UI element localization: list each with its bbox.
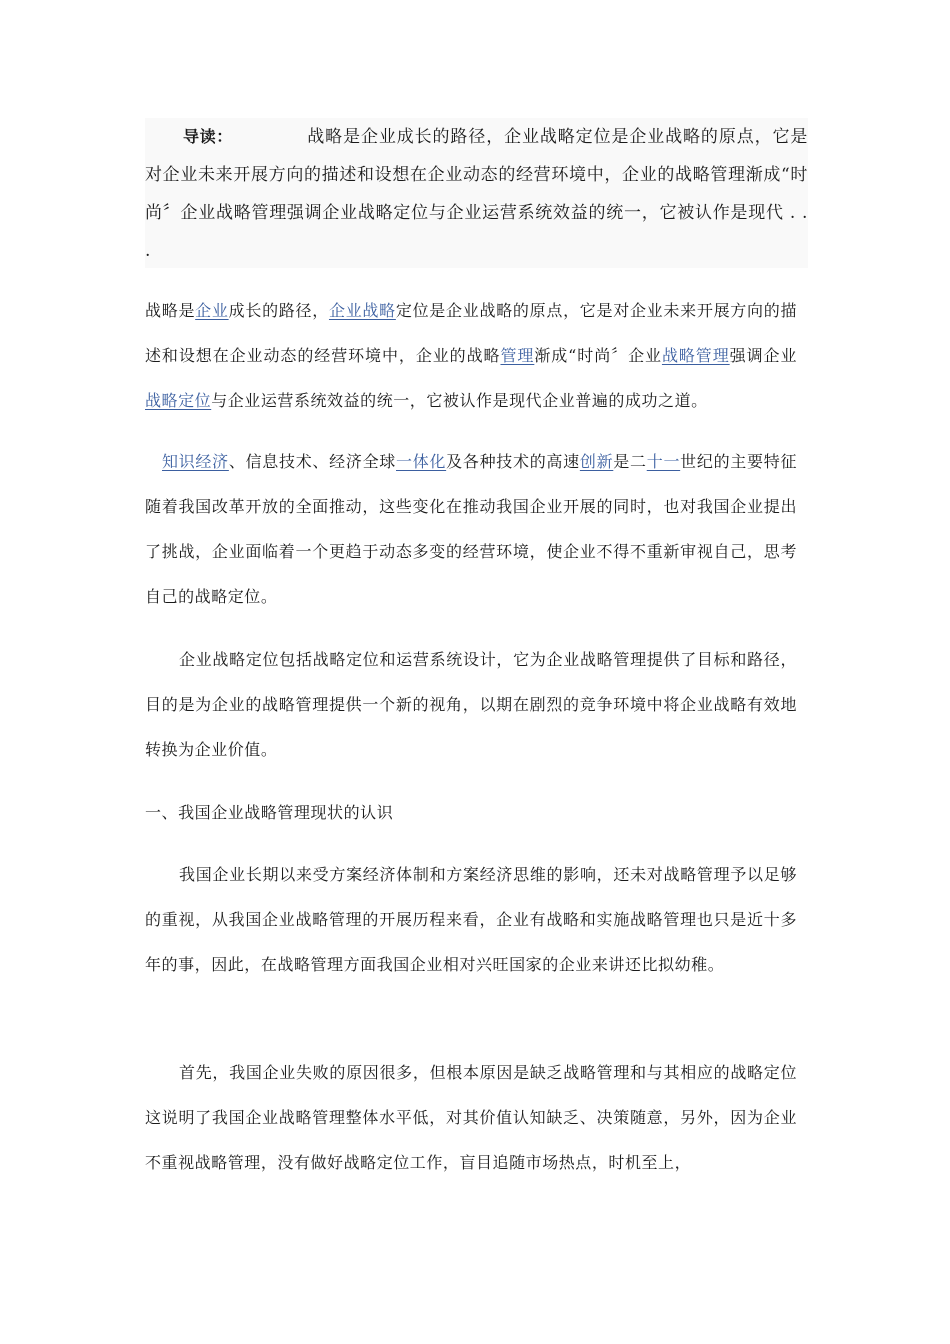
link-management[interactable]: 管理: [500, 346, 535, 365]
link-enterprise-strategy[interactable]: 企业战略: [328, 301, 396, 320]
paragraph-5: [145, 1050, 797, 1185]
link-eleven[interactable]: 十一: [646, 452, 681, 471]
text-segment: 渐成“时尚〞企业: [534, 346, 662, 365]
paragraph-1: [145, 288, 797, 423]
link-enterprise[interactable]: 企业: [195, 301, 229, 320]
text-segment: 定位是企业战略的原点，它是对企业未来开展方向的描述和设想在企业动态的经营环境中，企业的战略: [145, 301, 798, 365]
text-segment: 战略是: [145, 301, 196, 320]
intro-paragraph: [145, 118, 808, 270]
link-strategic-positioning[interactable]: 战略定位: [145, 391, 212, 410]
paragraph-2: [145, 439, 797, 619]
paragraph-2-text: [145, 439, 797, 619]
link-integration[interactable]: 一体化: [396, 452, 447, 471]
text-segment: 是二: [613, 452, 647, 471]
paragraph-3: [145, 637, 797, 772]
intro-text: 战略是企业成长的路径，企业战略定位是企业战略的原点，它是对企业未来开展方向的描述和设想在企业动态的经营环境中，企业的战略管理渐成“时尚〞企业战略管理强调企业战略定位与企业运营系统效益的统一，它被认作是现代 . . .: [145, 127, 808, 261]
text-segment: 强调企业: [729, 346, 797, 365]
paragraph-4-text: 我国企业长期以来受方案经济体制和方案经济思维的影响，还未对战略管理予以足够的重视，从我国企业战略管理的开展历程来看，企业有战略和实施战略管理也只是近十多年的事，因此，在战略管理方面我国企业相对兴旺国家的企业来讲还比拟幼稚。: [145, 865, 797, 974]
intro-lead: 导读：: [183, 127, 233, 146]
paragraph-4: [145, 852, 797, 987]
text-segment: 世纪的主要特征随着我国改革开放的全面推动，这些变化在推动我国企业开展的同时，也对我国企业提出了挑战，企业面临着一个更趋于动态多变的经营环境，使企业不得不重新审视自己，思考自己的战略定位。: [145, 452, 798, 606]
text-segment: 及各种技术的高速: [446, 452, 580, 471]
text-segment: 与企业运营系统效益的统一，它被认作是现代企业普遍的成功之道。: [211, 391, 708, 410]
link-strategic-management[interactable]: 战略管理: [661, 346, 730, 365]
paragraph-3-text: 企业战略定位包括战略定位和运营系统设计，它为企业战略管理提供了目标和路径，目的是为企业的战略管理提供一个新的视角，以期在剧烈的竞争环境中将企业战略有效地转换为企业价值。: [145, 650, 797, 759]
paragraph-1-text: [145, 288, 797, 423]
text-segment: 、信息技术、经济全球: [228, 452, 396, 471]
section-heading: [145, 790, 797, 835]
link-knowledge-economy[interactable]: 知识经济: [162, 452, 229, 471]
paragraph-5-text: 首先，我国企业失败的原因很多，但根本原因是缺乏战略管理和与其相应的战略定位这说明了我国企业战略管理整体水平低，对其价值认知缺乏、决策随意，另外，因为企业不重视战略管理，没有做好战略定位工作，盲目追随市场热点，时机至上，: [145, 1063, 797, 1172]
link-innovation[interactable]: 创新: [579, 452, 614, 471]
text-segment: 成长的路径，: [228, 301, 329, 320]
intro-box: [145, 118, 808, 268]
heading-1: 一、我国企业战略管理现状的认识: [145, 803, 394, 822]
